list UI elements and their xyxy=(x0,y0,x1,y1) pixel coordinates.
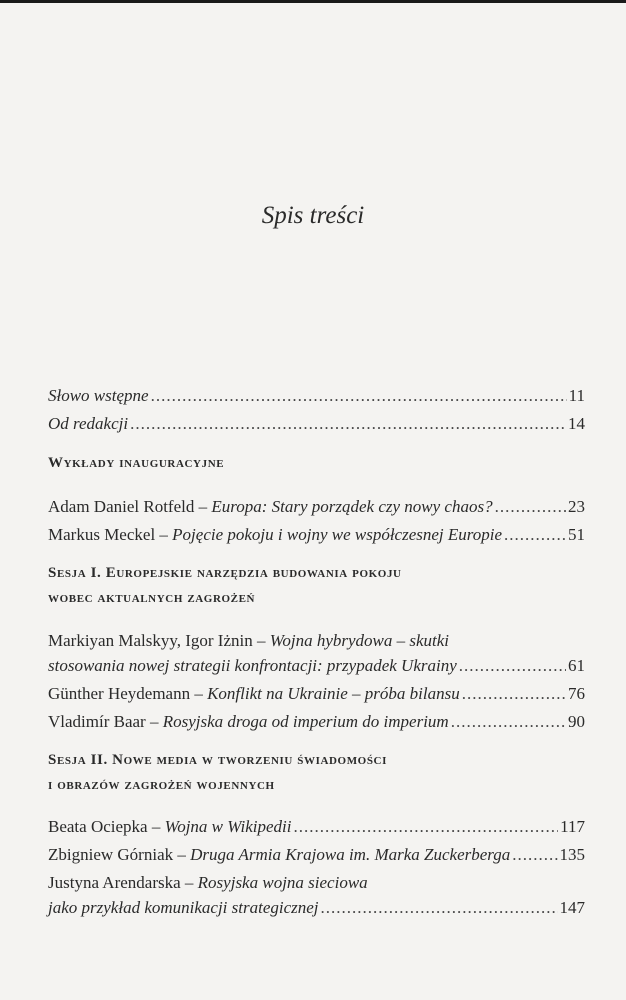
page-number: 14 xyxy=(568,414,585,433)
table-of-contents xyxy=(48,383,585,920)
page-number: 90 xyxy=(568,712,585,731)
entry-title: Konflikt na Ukrainie – próba bilansu xyxy=(207,684,460,703)
entry-title: Europa: Stary porządek czy nowy chaos? xyxy=(211,497,493,516)
toc-entry xyxy=(48,628,585,678)
leader-dots xyxy=(130,411,566,436)
page-number: 76 xyxy=(568,684,585,703)
entry-title: Druga Armia Krajowa im. Marka Zuckerberga xyxy=(190,845,511,864)
leader-dots xyxy=(459,653,566,678)
entry-author: Vladimír Baar – xyxy=(48,712,163,731)
toc-entry xyxy=(48,681,585,706)
entry-title: Wojna w Wikipedii xyxy=(164,817,292,836)
entry-title: Pojęcie pokoju i wojny we współczesnej Europie xyxy=(172,525,503,544)
section-heading-line: Sesja I. Europejskie narzędzia budowania pokoju xyxy=(48,565,402,581)
section-heading: Wykłady inauguracyjne xyxy=(48,455,225,471)
page-number: 23 xyxy=(568,497,585,516)
toc-entry-editorial xyxy=(48,411,585,436)
toc-entry xyxy=(48,709,585,734)
toc-entry xyxy=(48,842,585,867)
section-heading xyxy=(48,748,585,798)
page-number: 51 xyxy=(568,525,585,544)
page-number: 11 xyxy=(568,386,585,405)
page-number: 61 xyxy=(568,656,585,675)
top-border xyxy=(0,0,626,3)
entry-title-continued: jako przykład komunikacji strategicznej xyxy=(48,898,319,917)
entry-title-continued: stosowania nowej strategii konfrontacji: przypadek Ukrainy xyxy=(48,656,457,675)
toc-entry-foreword xyxy=(48,383,585,408)
page-number: 147 xyxy=(559,898,585,917)
entry-title: Słowo wstępne xyxy=(48,386,149,405)
entry-title: Rosyjska droga od imperium do imperium xyxy=(162,712,449,731)
section-heading xyxy=(48,561,585,611)
page-number: 117 xyxy=(560,817,585,836)
section-heading-line: wobec aktualnych zagrożeń xyxy=(48,590,256,606)
section-heading-line: Sesja II. Nowe media w tworzeniu świadomości xyxy=(48,752,387,768)
leader-dots xyxy=(151,383,567,408)
toc-entry xyxy=(48,870,585,920)
entry-author: Markiyan Malskyy, Igor Iżnin – xyxy=(48,631,270,650)
entry-author: Justyna Arendarska – xyxy=(48,873,198,892)
entry-title: Rosyjska wojna sieciowa xyxy=(197,873,368,892)
leader-dots xyxy=(495,494,566,519)
entry-title: Od redakcji xyxy=(48,414,129,433)
leader-dots xyxy=(512,842,557,867)
entry-title: Wojna hybrydowa – skutki xyxy=(269,631,450,650)
leader-dots xyxy=(504,522,566,547)
page-title: Spis treści xyxy=(261,202,365,229)
leader-dots xyxy=(321,895,558,920)
leader-dots xyxy=(451,709,566,734)
entry-author: Zbigniew Górniak – xyxy=(48,845,191,864)
leader-dots xyxy=(462,681,566,706)
page-number: 135 xyxy=(559,845,585,864)
leader-dots xyxy=(293,814,558,839)
entry-author: Adam Daniel Rotfeld – xyxy=(48,497,212,516)
toc-entry xyxy=(48,522,585,547)
toc-entry xyxy=(48,814,585,839)
toc-entry xyxy=(48,494,585,519)
entry-author: Beata Ociepka – xyxy=(48,817,165,836)
entry-author: Markus Meckel – xyxy=(48,525,173,544)
entry-author: Günther Heydemann – xyxy=(48,684,208,703)
section-heading-line: i obrazów zagrożeń wojennych xyxy=(48,777,275,793)
